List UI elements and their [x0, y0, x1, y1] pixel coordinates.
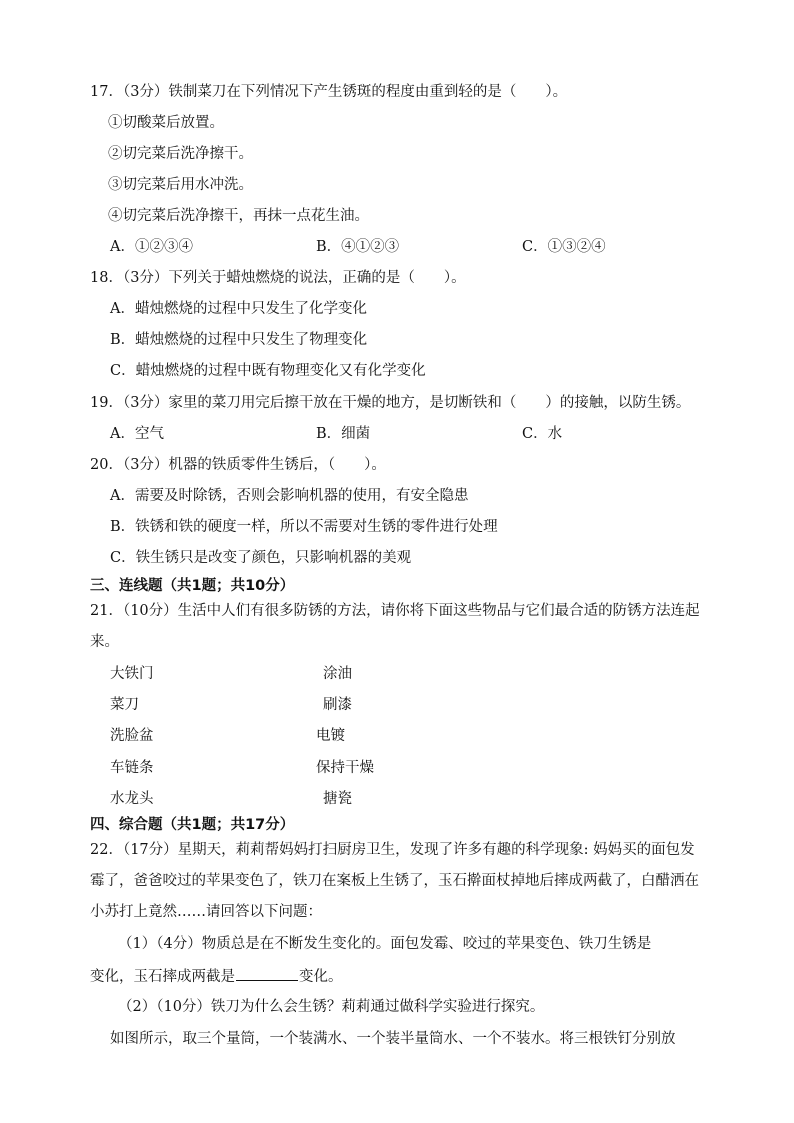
q19-option-b: B．细菌	[316, 426, 371, 442]
section-4-title: 四、综合题（共1题；共17分）	[90, 817, 295, 833]
match-right-item: 刷漆	[323, 697, 352, 713]
q20-stem: 20．（3分）机器的铁质零件生锈后，（ ）。	[90, 457, 386, 473]
q17-item-3: ③切完菜后用水冲洗。	[108, 177, 253, 193]
q17-option-b: B．④①②③	[316, 239, 400, 255]
match-left-item: 洗脸盆	[110, 728, 154, 744]
match-right-item: 保持干燥	[316, 760, 374, 776]
q22-paragraph: 如图所示，取三个量筒，一个装满水、一个装半量筒水、一个不装水。将三根铁钉分别放	[110, 1031, 676, 1047]
match-right-item: 涂油	[323, 666, 352, 682]
answer-blank[interactable]	[236, 966, 298, 981]
q21-stem-line2: 来。	[90, 634, 119, 650]
q17-option-c: C．①③②④	[522, 239, 606, 255]
q18-option-a: A．蜡烛燃烧的过程中只发生了化学变化	[110, 301, 367, 317]
match-left-item: 车链条	[110, 760, 154, 776]
match-left-item: 大铁门	[110, 666, 154, 682]
match-left-item: 水龙头	[110, 791, 154, 807]
q18-option-b: B．蜡烛燃烧的过程中只发生了物理变化	[110, 332, 368, 348]
q17-item-1: ①切酸菜后放置。	[108, 115, 224, 131]
match-right-item: 电镀	[316, 728, 345, 744]
q20-option-c: C．铁生锈只是改变了颜色，只影响机器的美观	[110, 550, 412, 566]
q22-sub1-line1: （1）（4分）物质总是在不断发生变化的。面包发霉、咬过的苹果变色、铁刀生锈是	[118, 936, 652, 952]
q19-option-a: A．空气	[110, 426, 164, 442]
q17-stem: 17．（3分）铁制菜刀在下列情况下产生锈斑的程度由重到轻的是（ ）。	[90, 84, 568, 100]
q17-item-4: ④切完菜后洗净擦干，再抹一点花生油。	[108, 208, 369, 224]
q19-stem: 19．（3分）家里的菜刀用完后擦干放在干燥的地方，是切断铁和（ ）的接触，以防生锈。	[90, 395, 691, 411]
q22-sub1-text-b: 变化。	[299, 969, 343, 985]
q22-sub1-line2	[90, 966, 343, 987]
q22-sub1-text-a: 变化，玉石摔成两截是	[90, 969, 235, 985]
q20-option-b: B．铁锈和铁的硬度一样，所以不需要对生锈的零件进行处理	[110, 519, 498, 535]
q17-option-a: A．①②③④	[110, 239, 193, 255]
q20-option-a: A．需要及时除锈，否则会影响机器的使用，有安全隐患	[110, 488, 469, 504]
match-right-item: 搪瓷	[323, 791, 352, 807]
q22-line3: 小苏打上竟然……请回答以下问题：	[90, 904, 322, 920]
q19-option-c: C．水	[522, 426, 563, 442]
match-left-item: 菜刀	[110, 697, 139, 713]
q18-stem: 18．（3分）下列关于蜡烛燃烧的说法，正确的是（ ）。	[90, 270, 466, 286]
q22-sub2: （2）（10分）铁刀为什么会生锈？莉莉通过做科学实验进行探究。	[118, 999, 545, 1015]
q22-line2: 霉了，爸爸咬过的苹果变色了，铁刀在案板上生锈了，玉石擀面杖掉地后摔成两截了，白醋洒在	[90, 873, 699, 889]
q22-line1: 22．（17分）星期天，莉莉帮妈妈打扫厨房卫生，发现了许多有趣的科学现象: 妈妈买的面包发	[90, 842, 695, 858]
q17-item-2: ②切完菜后洗净擦干。	[108, 146, 253, 162]
q21-stem-line1: 21．（10分）生活中人们有很多防锈的方法，请你将下面这些物品与它们最合适的防锈方法连起	[90, 603, 700, 619]
q18-option-c: C．蜡烛燃烧的过程中既有物理变化又有化学变化	[110, 363, 426, 379]
section-3-title: 三、连线题（共1题；共10分）	[90, 578, 295, 594]
